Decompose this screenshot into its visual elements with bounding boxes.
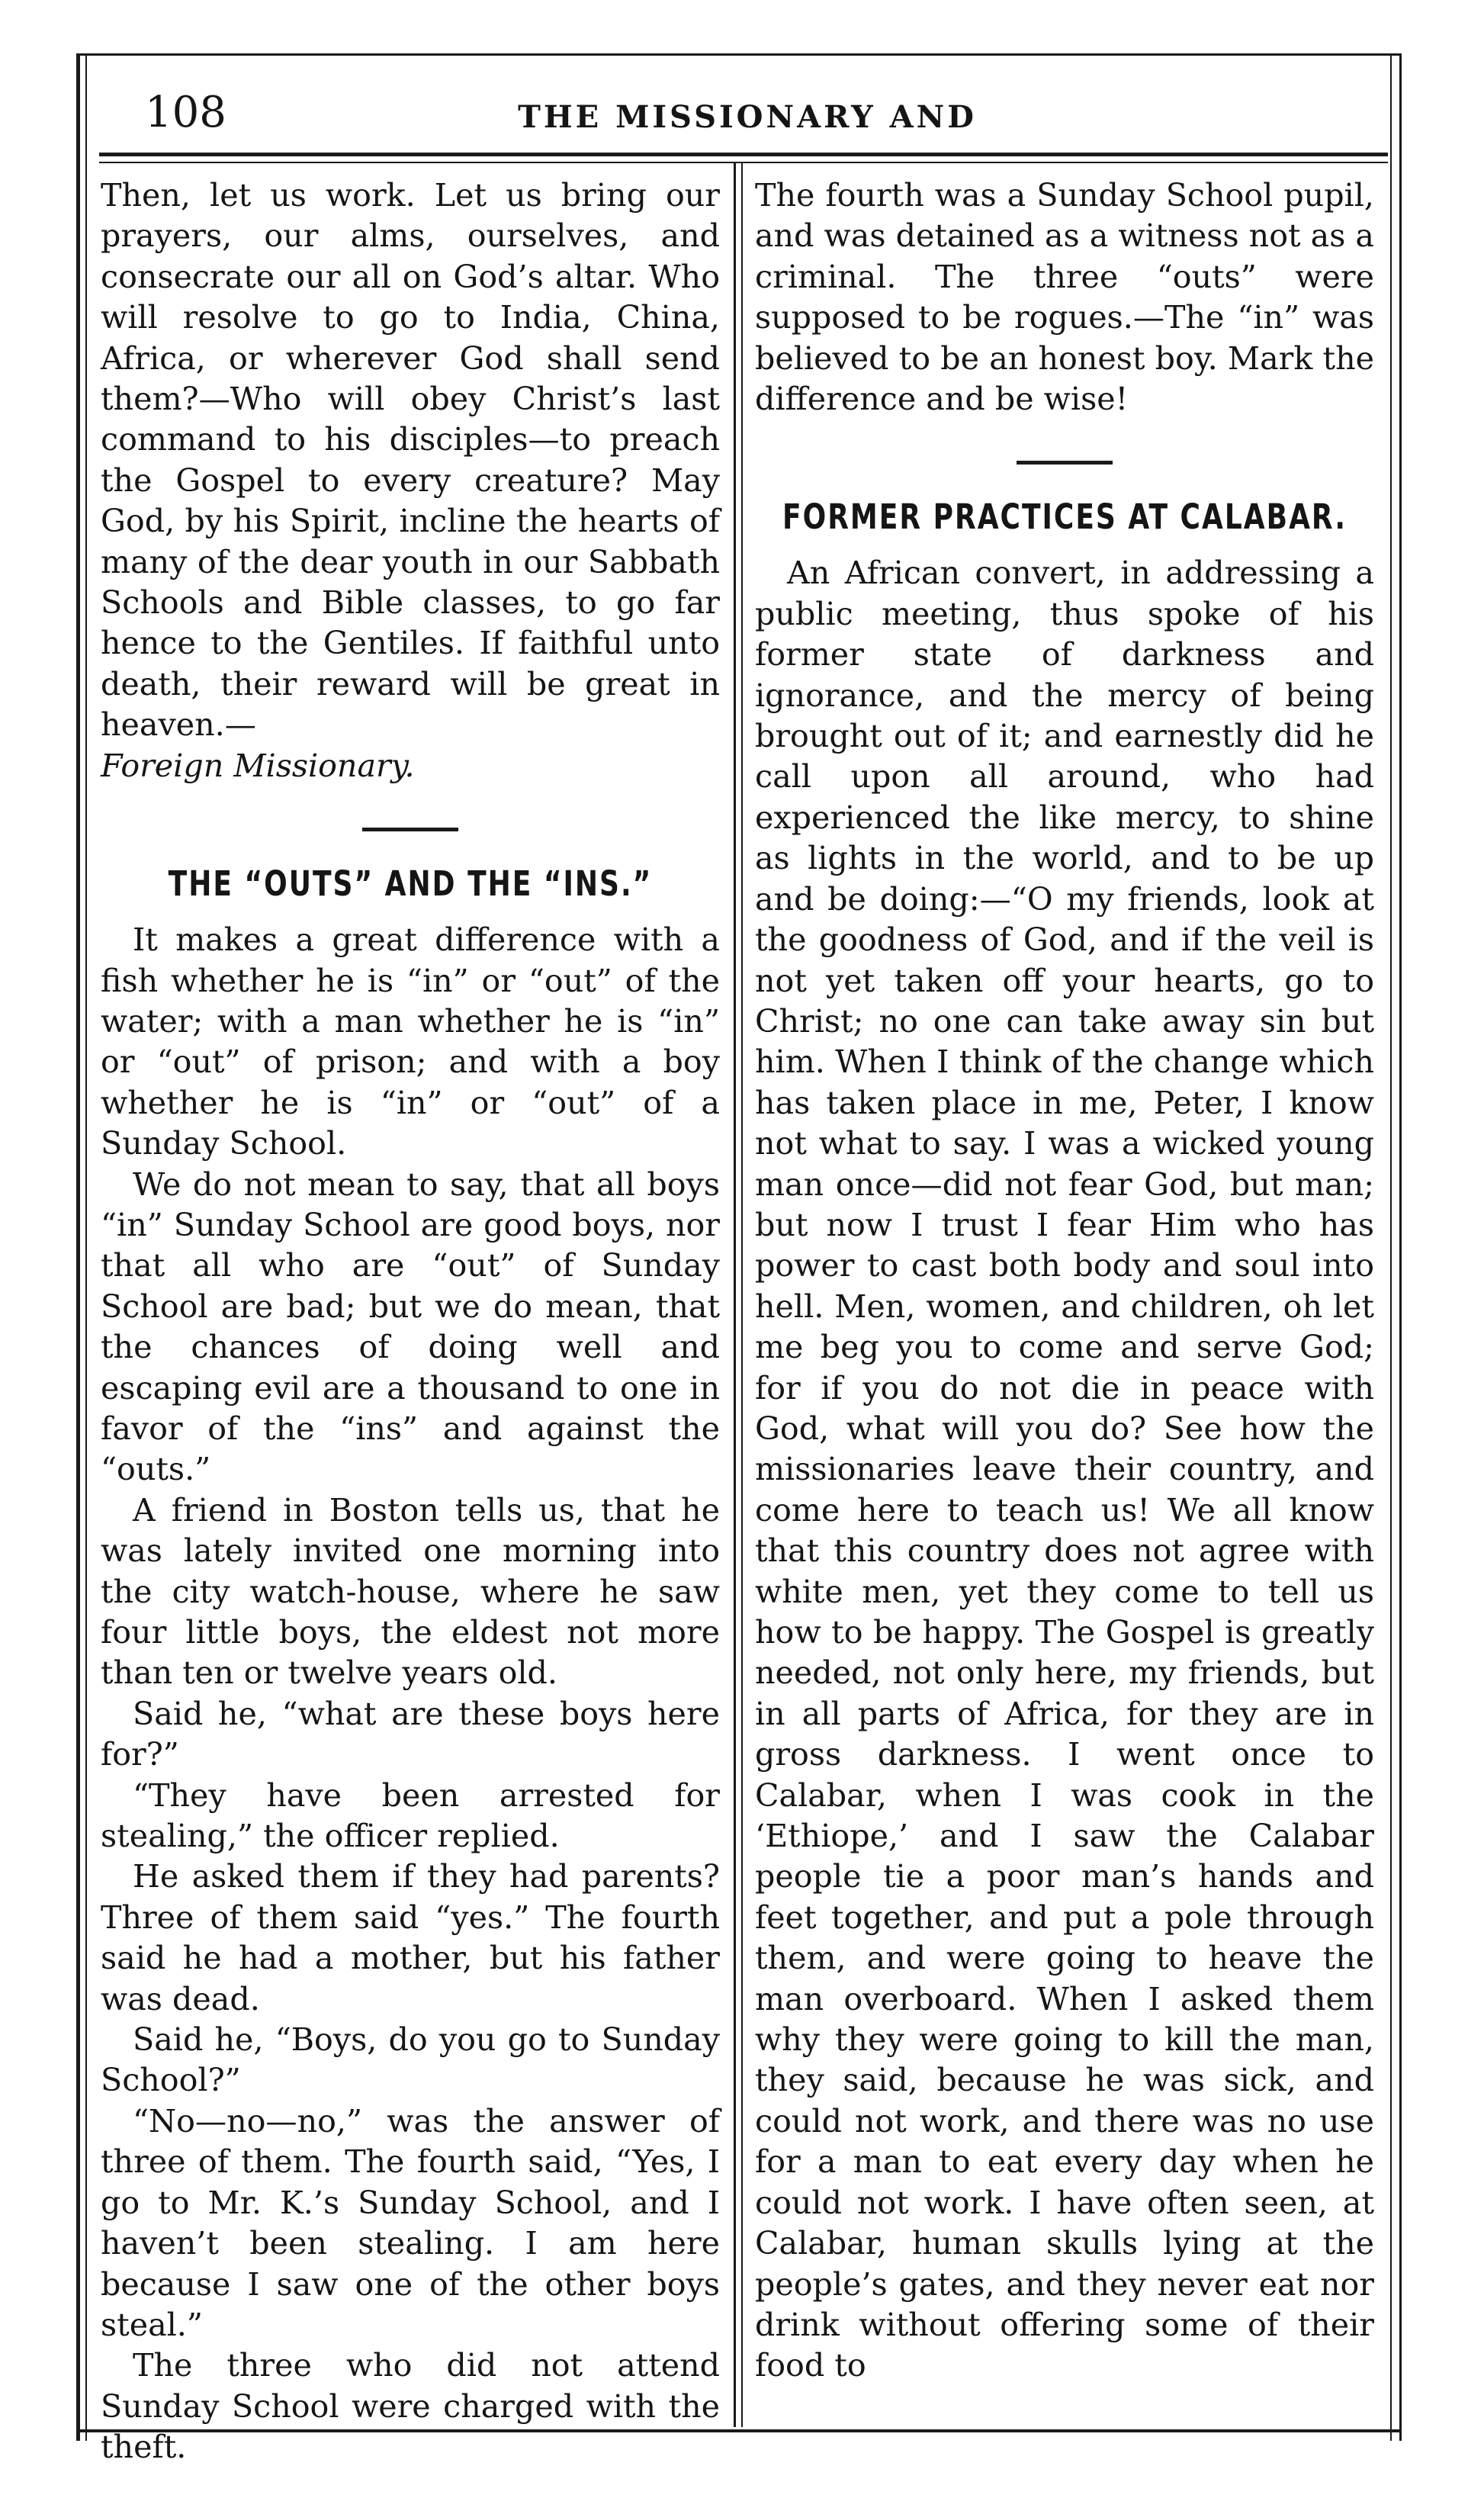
article-paragraph: Said he, “what are these boys here for?”: [101, 1695, 720, 1773]
page-header: [99, 82, 1396, 143]
source-citation: Foreign Missionary.: [101, 747, 415, 784]
article-paragraph: Said he, “Boys, do you go to Sunday School?”: [101, 2021, 720, 2099]
article-paragraph: We do not mean to say, that all boys “in” Sunday School are good boys, nor that all who are “out” of Sunday School are bad; but we do mean, that the chances of doing well and escaping evil are a thousand to one in favor of the “ins” and against the “outs.”: [101, 1165, 720, 1488]
article-title: FORMER PRACTICES AT CALABAR.: [782, 498, 1347, 538]
article-paragraph: An African convert, in addressing a public meeting, thus spoke of his former state of darkness and ignorance, and the mercy of being brought out of it; and earnestly did he call upon all around, who had experienced the like mercy, to shine as lights in the world, and to be up and be doing:—“O my friends, look at the goodness of God, and if the veil is not yet taken off your hearts, go to Christ; no one can take away sin but him. When I think of the change which has taken place in me, Peter, I know not what to say. I was a wicked young man once—did not fear God, but man; but now I trust I fear Him who has power to cast both body and soul into hell. Men, women, and children, oh let me beg you to come and serve God; for if you do not die in peace with God, what will you do? See how the missionaries leave their country, and come here to teach us! We all know that this country does not agree with white men, yet they come to tell us how to be happy. The Gospel is greatly needed, not only here, my friends, but in all parts of Africa, for they are in gross darkness. I went once to Calabar, when I was cook in the ‘Ethiope,’ and I saw the Calabar people tie a poor man’s hands and feet together, and put a pole through them, and were going to heave the man overboard. When I asked them why they were going to kill the man, they said, because he was sick, and could not work, and there was no use for a man to eat every day when he could not work. I have often seen, at Calabar, human skulls lying at the people’s gates, and they never eat nor drink without offering some of their food to: [755, 555, 1374, 2384]
continuation-paragraph: The fourth was a Sunday School pupil, and was detained as a witness not as a criminal. The three “outs” were supposed to be rogues.—The “in” was believed to be an honest boy. Mark the difference and be wise!: [755, 177, 1374, 418]
article-paragraph: The three who did not attend Sunday School were charged with the theft.: [101, 2347, 720, 2466]
border-right-inner: [1390, 53, 1392, 2441]
header-rule-thin: [99, 162, 1388, 163]
column-divider: [734, 162, 736, 2427]
border-left: [76, 53, 80, 2441]
column-divider-inner: [741, 162, 743, 2427]
border-right: [1399, 53, 1402, 2441]
article-paragraph: He asked them if they had parents? Three of them said “yes.” The fourth said he had a mother, but his father was dead.: [101, 1858, 720, 2017]
section-separator: [362, 828, 458, 831]
header-rule-thick: [99, 153, 1388, 156]
section-separator: [1017, 461, 1113, 465]
border-top: [76, 53, 1402, 56]
article-paragraph: It makes a great difference with a fish whether he is “in” or “out” of the water; with a man whether he is “in” or “out” of prison; and with a boy whether he is “in” or “out” of a Sunday School.: [101, 921, 720, 1162]
article-paragraph: “They have been arrested for stealing,” the officer replied.: [101, 1776, 720, 1855]
running-head: THE MISSIONARY AND: [518, 99, 977, 135]
border-left-inner: [85, 53, 87, 2441]
page-number: 108: [145, 88, 226, 137]
intro-paragraph: Then, let us work. Let us bring our prayers, our alms, ourselves, and consecrate our all on God’s altar. Who will resolve to go to India, China, Africa, or wherever God shall send them?—Who will obey Christ’s last command to his disciples—to preach the Gospel to every creature? May God, by his Spirit, incline the hearts of many of the dear youth in our Sabbath Schools and Bible classes, to go far hence to the Gentiles. If faithful unto death, their reward will be great in heaven.—: [101, 177, 720, 744]
article-paragraph: A friend in Boston tells us, that he was lately invited one morning into the city watch-house, where he saw four little boys, the eldest not more than ten or twelve years old.: [101, 1491, 720, 1692]
article-paragraph: “No—no—no,” was the answer of three of them. The fourth said, “Yes, I go to Mr. K.’s Sunday School, and I haven’t been stealing. I am here because I saw one of the other boys steal.”: [101, 2102, 720, 2343]
left-column: [101, 175, 720, 2468]
right-column: [755, 175, 1374, 2387]
article-title: THE “OUTS” AND THE “INS.”: [168, 864, 653, 905]
